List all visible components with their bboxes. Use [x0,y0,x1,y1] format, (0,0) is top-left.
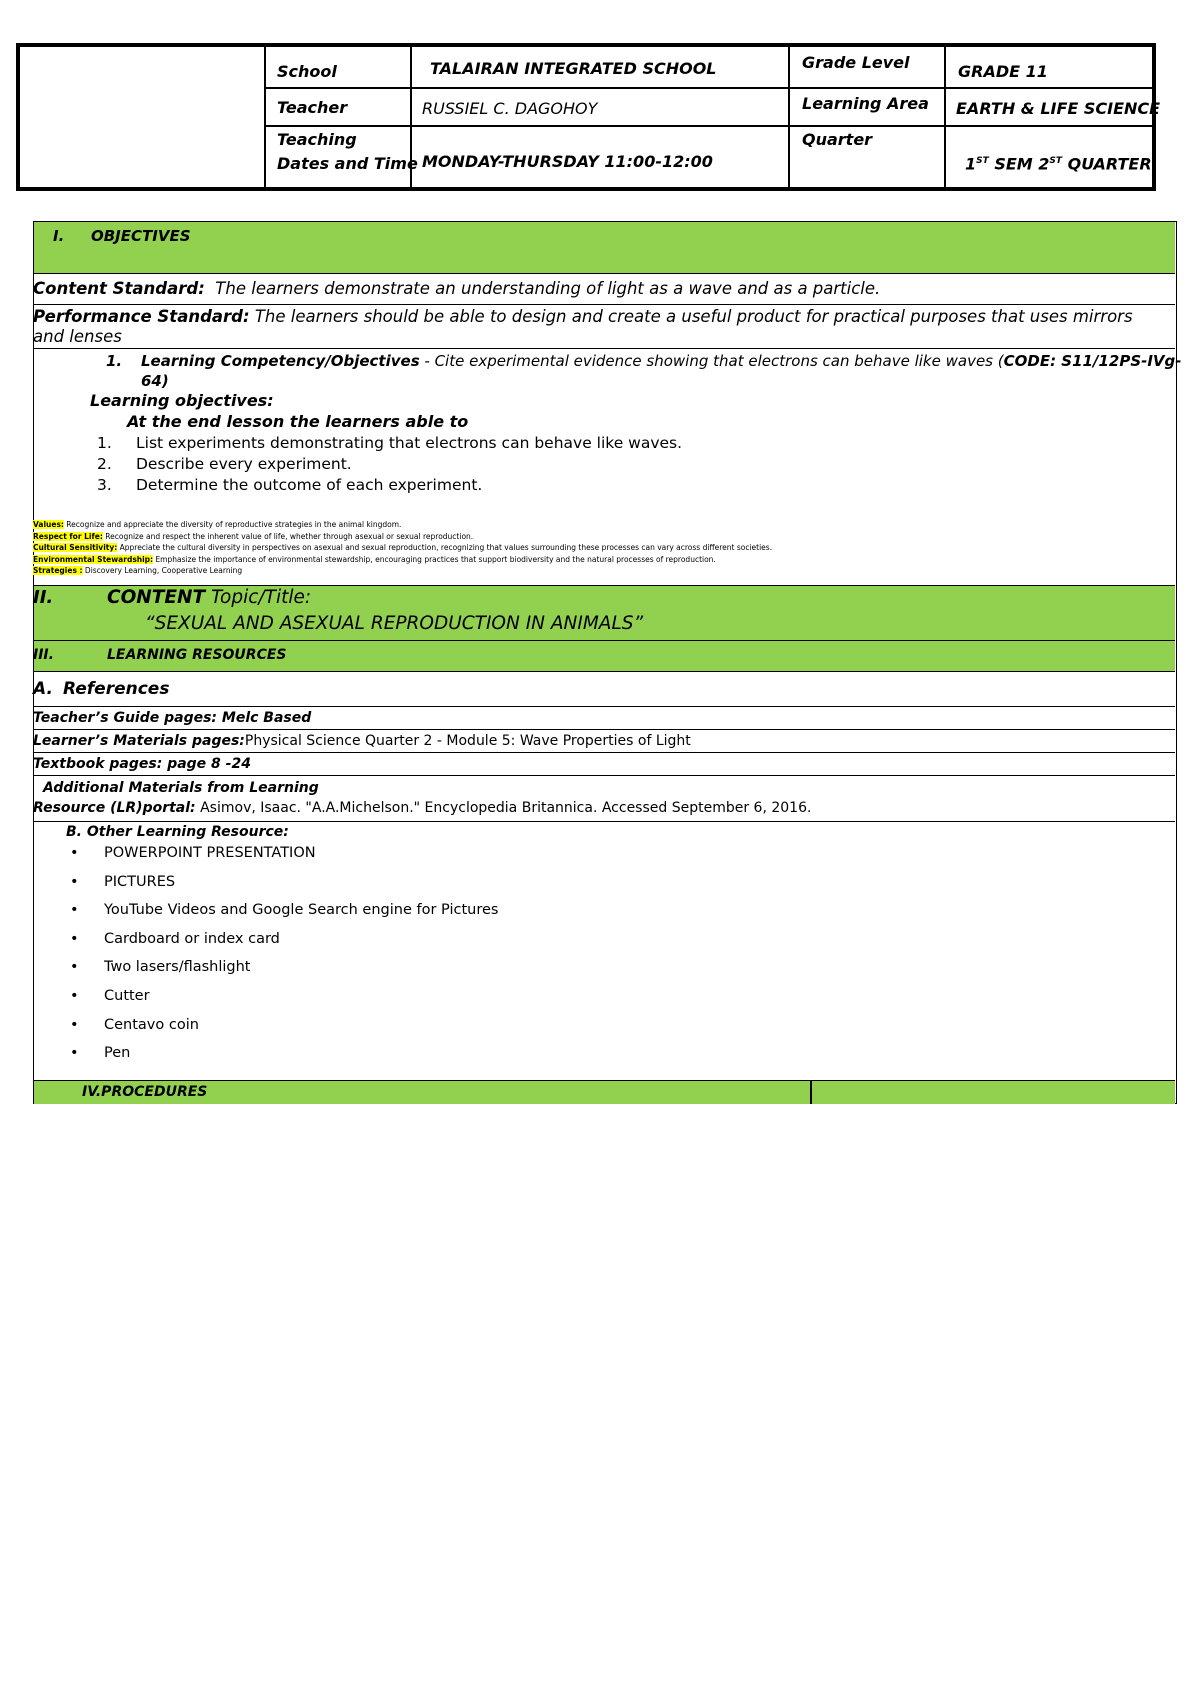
dates-label-line2: Dates and Time [277,154,418,173]
learning-resources-heading: LEARNING RESOURCES [107,647,287,663]
dates-label-line1: Teaching [277,130,357,149]
list-item: • PICTURES [70,873,498,902]
competency-code-end: 64) [141,372,169,390]
list-item: • Pen [70,1044,498,1073]
other-resources-row [34,822,1175,1081]
list-item: • POWERPOINT PRESENTATION [70,844,498,873]
learners-materials-row [34,730,1175,753]
references-row [34,672,1175,707]
objectives-number: I. [53,227,65,245]
values-line: Values: Recognize and appreciate the diversity of reproductive strategies in the animal kingdom. [33,520,402,529]
quarter-value: 1ST SEM 2ST QUARTER [965,154,1152,174]
list-item: • Cutter [70,987,498,1016]
objective-item: List experiments demonstrating that electrons can behave like waves. [136,434,683,452]
school-value: TALAIRAN INTEGRATED SCHOOL [430,59,717,78]
content-standard: Content Standard: The learners demonstrate an understanding of light as a wave and as a particle. [33,279,881,298]
grade-label: Grade Level [802,53,910,72]
values-line: Respect for Life: Recognize and respect the inherent value of life, whether through asexual or sexual reproduction. [33,531,474,541]
quarter-label: Quarter [802,130,873,149]
objectives-heading: OBJECTIVES [91,227,191,245]
learning-resources-heading-row [34,641,1175,672]
school-label: School [277,62,337,81]
other-resources-heading: B. Other Learning Resource: [66,824,289,840]
objectives-heading-row [34,222,1175,274]
procedures-divider [810,1081,812,1104]
list-item: • Centavo coin [70,1016,498,1045]
learning-objectives-label: Learning objectives: [90,391,274,410]
procedures-heading: IV.PROCEDURES [82,1084,208,1100]
learning-resources-number: III. [33,647,54,663]
competency-text: Learning Competency/Objectives - Cite experimental evidence showing that electrons can behave like waves (CODE: S11/12PS-IVg- [141,352,1182,370]
other-resources-list [70,844,498,1073]
lesson-plan-table [33,221,1182,1104]
list-item: • Cardboard or index card [70,930,498,959]
content-title: “SEXUAL AND ASEXUAL REPRODUCTION IN ANIMALS” [145,613,644,634]
teachers-guide: Teacher’s Guide pages: Melc Based [33,710,312,726]
references-heading: References [63,679,170,699]
content-heading: CONTENT Topic/Title: [107,587,312,608]
objective-number: 2. [97,455,112,473]
teacher-label: Teacher [277,98,348,117]
values-line: Cultural Sensitivity: Appreciate the cultural diversity in perspectives on asexual and sexual reproduction, recognizing that values surrounding these processes can vary across different societies. [33,543,773,552]
competency-number: 1. [106,352,123,370]
references-number: A. [33,679,53,699]
list-item: • Two lasers/flashlight [70,958,498,987]
additional-materials-row [34,776,1175,822]
performance-standard-line2: and lenses [33,327,122,346]
header-table [16,43,1161,191]
objective-item: Describe every experiment. [136,455,352,473]
learning-area-label: Learning Area [802,94,929,113]
textbook-pages: Textbook pages: page 8 -24 [33,756,251,772]
learning-area-value: EARTH & LIFE SCIENCE [956,99,1161,118]
grade-value: GRADE 11 [958,62,1048,81]
content-number: II. [33,587,54,608]
objective-item: Determine the outcome of each experiment. [136,476,483,494]
values-line: Strategies : Discovery Learning, Cooperative Learning [33,566,243,575]
content-standard-row [34,274,1175,305]
textbook-pages-row [34,753,1175,776]
additional-materials-label: Additional Materials from Learning [43,780,319,796]
dates-value: MONDAY-THURSDAY 11:00-12:00 [422,152,713,171]
values-block [33,519,772,577]
additional-materials-source: Resource (LR)portal: Asimov, Isaac. "A.A.Michelson." Encyclopedia Britannica. Accessed September 6, 2016. [33,800,812,816]
objective-number: 3. [97,476,112,494]
competency-row [33,349,1182,586]
performance-standard-row [34,305,1175,349]
teachers-guide-row [34,707,1175,730]
procedures-heading-row [34,1081,1175,1104]
objective-number: 1. [97,434,112,452]
performance-standard: Performance Standard: The learners should be able to design and create a useful product for practical purposes that uses mirrors [33,307,1133,326]
learners-materials: Learner’s Materials pages:Physical Science Quarter 2 - Module 5: Wave Properties of Light [33,733,691,749]
content-row [34,586,1175,641]
list-item: • YouTube Videos and Google Search engine for Pictures [70,901,498,930]
teacher-value: RUSSIEL C. DAGOHOY [422,99,598,118]
values-line: Environmental Stewardship: Emphasize the importance of environmental stewardship, encouraging practices that support biodiversity and the natural processes of reproduction. [33,554,716,564]
end-lesson-text: At the end lesson the learners able to [127,412,469,431]
